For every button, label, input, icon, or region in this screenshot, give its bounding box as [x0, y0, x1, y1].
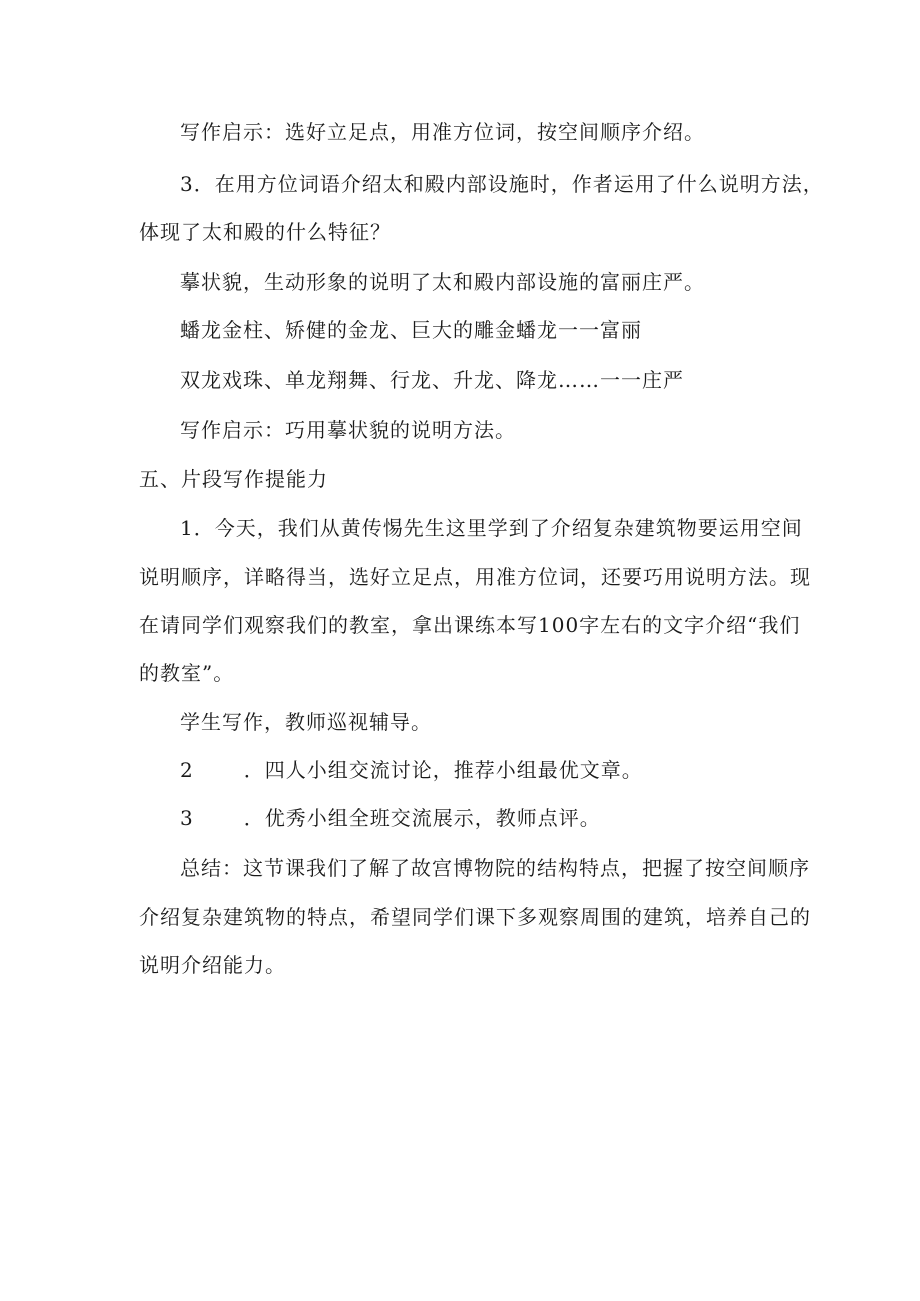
question-3: 3．在用方位词语介绍太和殿内部设施时，作者运用了什么说明方法， [180, 172, 824, 196]
student-writing: 学生写作，教师巡视辅导。 [180, 710, 432, 734]
summary-cont-b: 说明介绍能力。 [139, 953, 286, 977]
task-1-cont-a: 说明顺序，详略得当，选好立足点，用准方位词，还要巧用说明方法。现 [139, 565, 811, 589]
writing-tip-1: 写作启示：选好立足点，用准方位词，按空间顺序介绍。 [180, 120, 705, 144]
task-3 [180, 806, 601, 830]
task-3-number: 3 [180, 806, 194, 830]
summary-cont-a: 介绍复杂建筑物的特点，希望同学们课下多观察周围的建筑，培养自己的 [139, 905, 811, 929]
answer-zhuangyan: 双龙戏珠、单龙翔舞、行龙、升龙、降龙……一一庄严 [180, 368, 684, 392]
writing-tip-2: 写作启示：巧用摹状貌的说明方法。 [180, 418, 516, 442]
answer-fuli: 蟠龙金柱、矫健的金龙、巨大的雕金蟠龙一一富丽 [180, 318, 642, 342]
task-2-text: ．四人小组交流讨论，推荐小组最优文章。 [243, 758, 643, 782]
task-3-text: ．优秀小组全班交流展示，教师点评。 [243, 806, 601, 830]
task-2 [180, 758, 643, 782]
question-3-cont: 体现了太和殿的什么特征？ [139, 220, 391, 244]
task-2-number: 2 [180, 758, 194, 782]
task-1-cont-c: 的教室”。 [139, 661, 235, 685]
section-heading-5: 五、片段写作提能力 [139, 467, 328, 491]
task-1: 1．今天，我们从黄传惕先生这里学到了介绍复杂建筑物要运用空间 [180, 516, 803, 540]
answer-description: 摹状貌，生动形象的说明了太和殿内部设施的富丽庄严。 [180, 270, 705, 294]
summary: 总结：这节课我们了解了故宫博物院的结构特点，把握了按空间顺序 [180, 856, 810, 880]
task-1-cont-b: 在请同学们观察我们的教室，拿出课练本写100字左右的文字介绍“我们 [139, 613, 801, 637]
